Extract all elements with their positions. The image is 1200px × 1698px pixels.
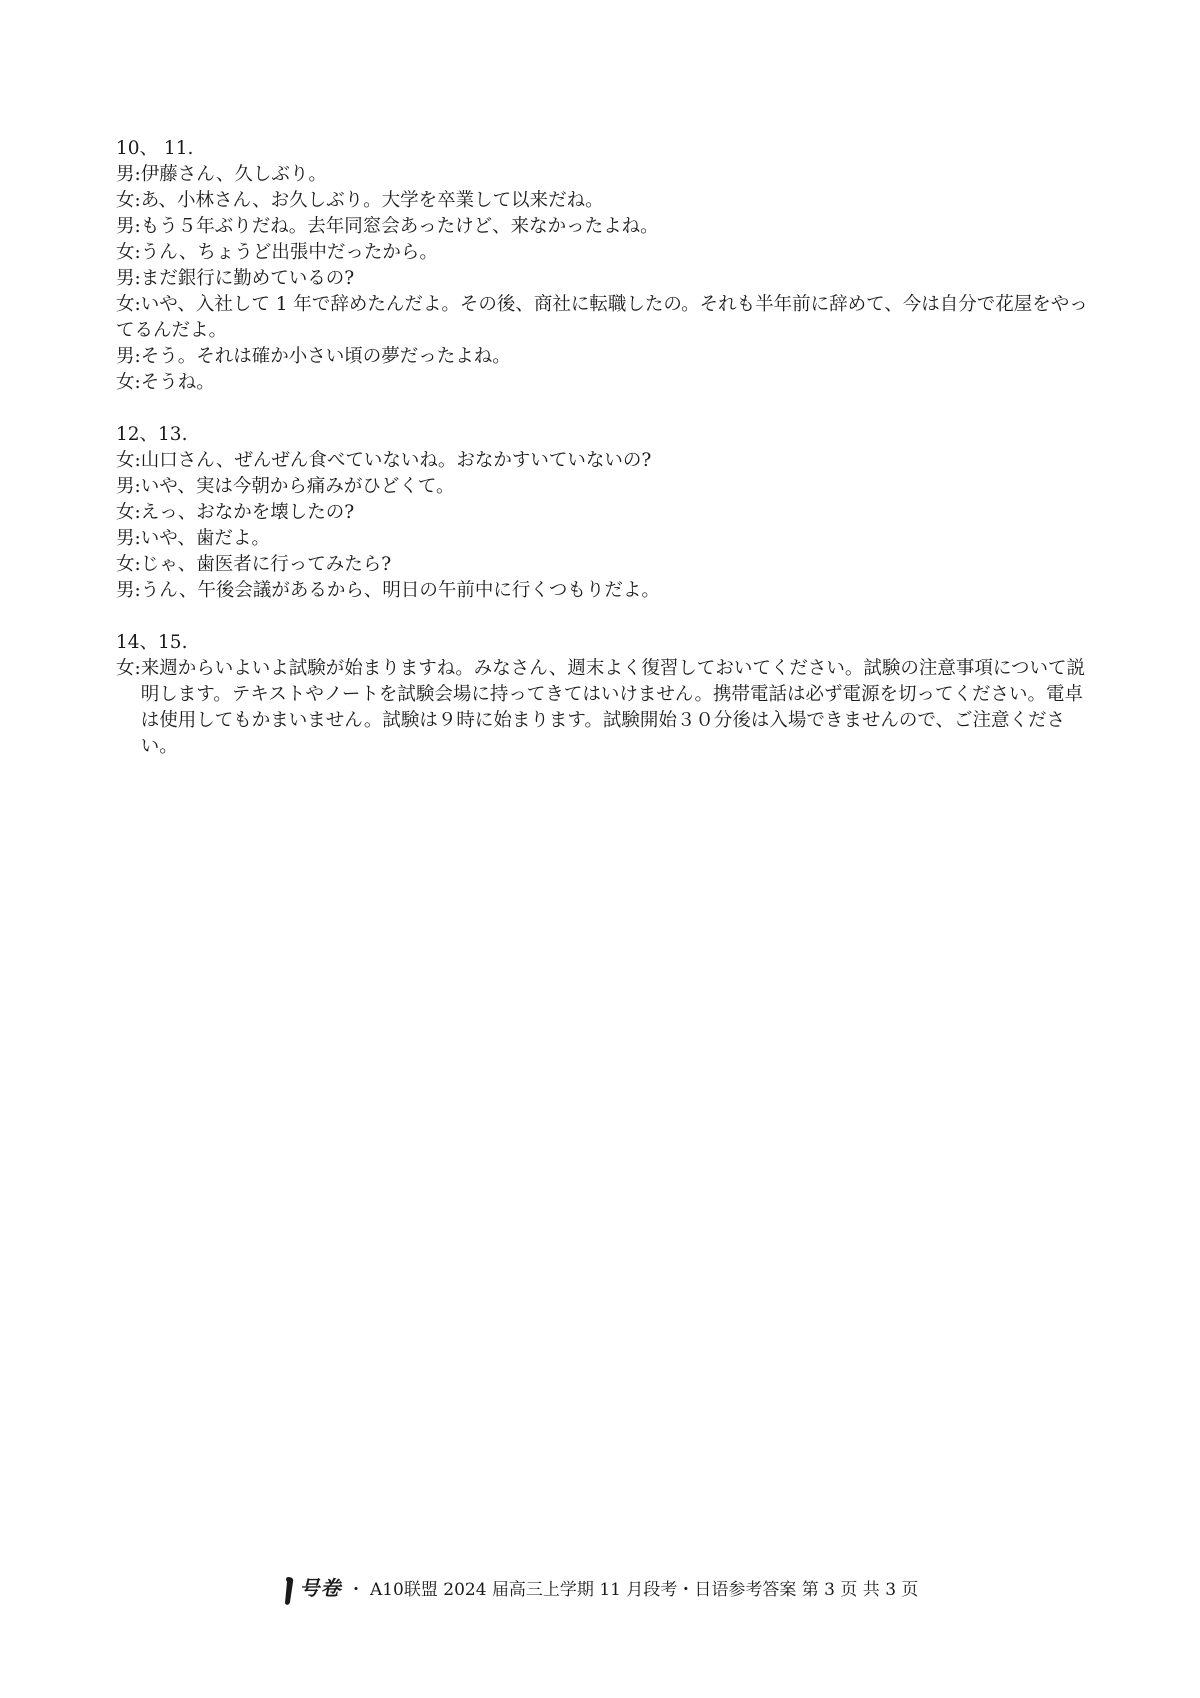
- speaker: 女: [116, 242, 135, 263]
- dialogue-line: 女:山口さん、ぜんぜん食べていないね。おなかすいていないの?: [116, 450, 652, 471]
- dialogue-line: 女:じゃ、歯医者に行ってみたら?: [116, 554, 392, 575]
- dialogue-line: 男:いや、歯だよ。: [116, 528, 270, 549]
- section-heading: 10、 11.: [116, 138, 194, 159]
- utterance: もう５年ぶりだね。去年同窓会あったけど、来なかったよね。: [140, 216, 659, 237]
- speaker: 男: [116, 268, 135, 289]
- dialogue-line: 女:いや、入社して 1 年で辞めたんだよ。その後、商社に転職したの。それも半年前に辞めて、今は自分で花屋をやってるんだよ。: [116, 294, 1088, 341]
- page-footer: [0, 1572, 1200, 1606]
- dialogue-line: 女:そうね。: [116, 372, 215, 393]
- speaker: 男: [116, 476, 135, 497]
- utterance: いや、入社して 1 年で辞めたんだよ。その後、商社に転職したの。それも半年前に辞めて、今は自分で花屋をやってるんだよ。: [116, 294, 1088, 341]
- speaker: 女: [116, 554, 135, 575]
- dialogue-line: 男:いや、実は今朝から痛みがひどくて。: [116, 476, 455, 497]
- utterance: 来週からいよいよ試験が始まりますね。みなさん、週末よく復習しておいてください。試験の注意事項について説明します。テキストやノートを試験会場に持ってきてはいけません。携帯電話は必ず電源を切ってください。電卓は使用してもかまいません。試験は９時に始まります。試験開始３０分後は入場できませんので、ご注意ください。: [140, 658, 1085, 757]
- speaker: 男: [116, 580, 135, 601]
- utterance: 伊藤さん、久しぶり。: [140, 164, 327, 185]
- speaker: 男: [116, 164, 135, 185]
- dialogue-line: 男:もう５年ぶりだね。去年同窓会あったけど、来なかったよね。: [116, 216, 659, 237]
- speaker: 男: [116, 216, 135, 237]
- dialogue-line: 男:そう。それは確か小さい頃の夢だったよね。: [116, 346, 511, 367]
- brush-stroke-logo-icon: [282, 1576, 296, 1606]
- speaker: 男: [116, 346, 135, 367]
- speaker: 男: [116, 528, 135, 549]
- document-body: [116, 136, 1096, 786]
- speaker: 女: [116, 190, 135, 211]
- utterance: そうね。: [140, 372, 215, 393]
- utterance: じゃ、歯医者に行ってみたら?: [140, 554, 392, 575]
- brand-logo-text: 号卷: [299, 1576, 342, 1600]
- section-12-13: [116, 422, 1096, 604]
- utterance: そう。それは確か小さい頃の夢だったよね。: [140, 346, 511, 367]
- utterance: いや、実は今朝から痛みがひどくて。: [140, 476, 455, 497]
- dialogue-line: 女:えっ、おなかを壊したの?: [116, 502, 355, 523]
- dialogue-line: 男:伊藤さん、久しぶり。: [116, 164, 327, 185]
- dialogue-line: 女:あ、小林さん、お久しぶり。大学を卒業して以来だね。: [116, 190, 604, 211]
- utterance: あ、小林さん、お久しぶり。大学を卒業して以来だね。: [140, 190, 604, 211]
- utterance: いや、歯だよ。: [140, 528, 270, 549]
- utterance: えっ、おなかを壊したの?: [140, 502, 355, 523]
- section-14-15: [116, 630, 1096, 760]
- dialogue-line: 女:うん、ちょうど出張中だったから。: [116, 242, 438, 263]
- utterance: まだ銀行に勤めているの?: [140, 268, 355, 289]
- speaker: 女: [116, 372, 135, 393]
- section-heading: 12、13.: [116, 424, 188, 445]
- speaker: 女: [116, 658, 135, 679]
- speaker: 女: [116, 294, 135, 315]
- section-10-11: [116, 136, 1096, 396]
- utterance: うん、午後会議があるから、明日の午前中に行くつもりだよ。: [140, 580, 660, 601]
- speaker: 女: [116, 450, 135, 471]
- utterance: うん、ちょうど出張中だったから。: [140, 242, 438, 263]
- section-heading: 14、15.: [116, 632, 188, 653]
- dialogue-line: 男:うん、午後会議があるから、明日の午前中に行くつもりだよ。: [116, 580, 660, 601]
- footer-text: ・ A10联盟 2024 届高三上学期 11 月段考・日语参考答案 第 3 页 共 3 页: [347, 1580, 919, 1600]
- utterance: 山口さん、ぜんぜん食べていないね。おなかすいていないの?: [140, 450, 652, 471]
- dialogue-line: 男:まだ銀行に勤めているの?: [116, 268, 355, 289]
- dialogue-line: 女 : 来週からいよいよ試験が始まりますね。みなさん、週末よく復習しておいてください。試験の注意事項について説明します。テキストやノートを試験会場に持ってきてはいけません。携帯電話は必ず電源を切ってください。電卓は使用してもかまいません。試験は９時に始まります。試験開始３０分後は入場できませんので、ご注意ください。: [116, 656, 1096, 760]
- speaker: 女: [116, 502, 135, 523]
